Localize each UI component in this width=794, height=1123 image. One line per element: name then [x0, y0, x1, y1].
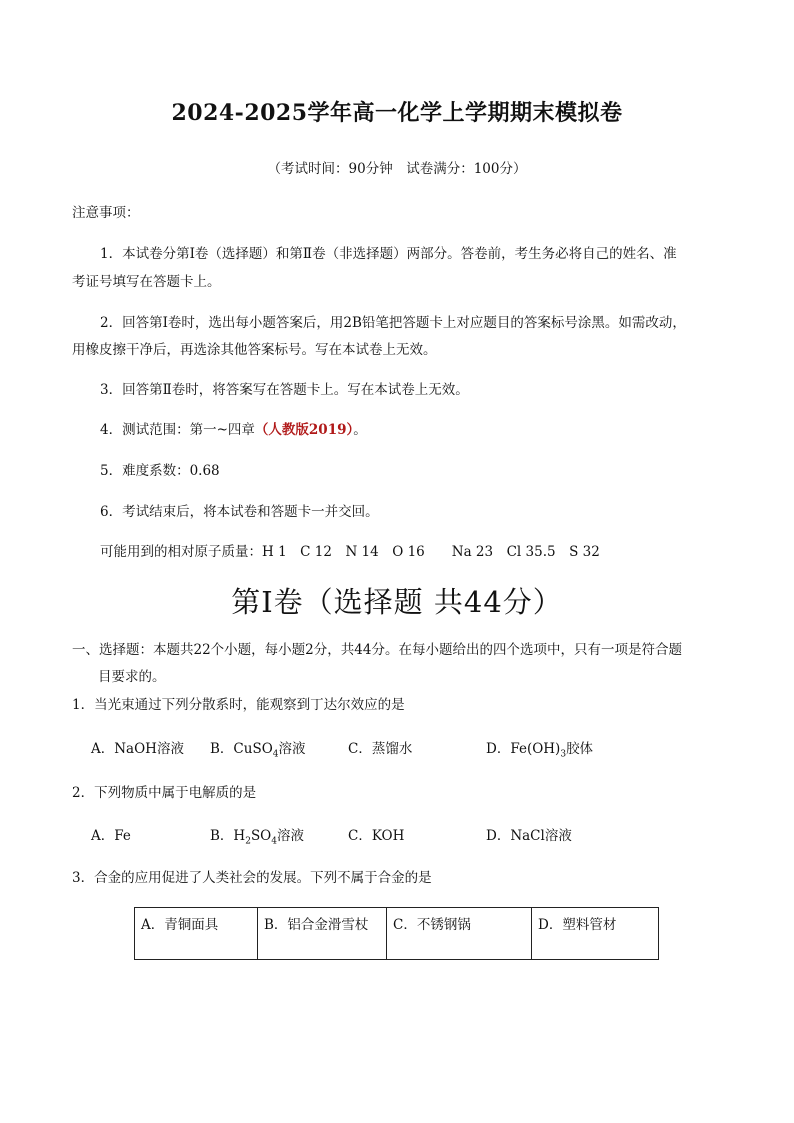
question-2-option-c: C．KOH: [348, 828, 405, 844]
question-1-option-d: [486, 737, 593, 760]
option-d-suffix: 胶体: [566, 741, 594, 757]
option-d-formula: D．Fe(OH): [486, 741, 561, 757]
table-row: [135, 908, 659, 960]
question-1-option-a: A．NaOH溶液: [91, 741, 184, 757]
subscript: 4: [271, 836, 277, 847]
option-b-formula: B．CuSO: [210, 741, 273, 757]
note-2-line-2: 用橡皮擦干净后，再选涂其他答案标号。写在本试卷上无效。: [72, 342, 437, 358]
note-1-line-1: 1．本试卷分第Ⅰ卷（选择题）和第Ⅱ卷（非选择题）两部分。答卷前，考生务必将自己的姓名、准: [100, 246, 677, 262]
subscript: 3: [560, 749, 567, 760]
option-b-suffix: 溶液: [278, 741, 306, 757]
question-2-option-d: D．NaCl溶液: [486, 828, 572, 844]
question-2-option-a: A．Fe: [91, 828, 131, 844]
question-1-stem: 1．当光束通过下列分散系时，能观察到丁达尔效应的是: [72, 697, 405, 713]
note-4-text: 4．测试范围：第一~四章: [100, 422, 255, 438]
note-4-end: 。: [353, 422, 367, 438]
note-5: 5．难度系数：0.68: [100, 463, 220, 479]
section-title: 第Ⅰ卷（选择题 共44分）: [231, 585, 563, 619]
option-b-formula: B．H: [210, 828, 246, 844]
option-b-suffix: 溶液: [277, 828, 304, 844]
note-4-edition: （人教版2019）: [254, 422, 354, 438]
subscript: 2: [245, 836, 251, 847]
question-3-option-d: D．塑料管材: [532, 908, 659, 960]
question-2-stem: 2．下列物质中属于电解质的是: [72, 785, 257, 801]
atomic-masses: 可能用到的相对原子质量：H 1 C 12 N 14 O 16 Na 23 Cl 35.5 S 32: [100, 544, 600, 560]
exam-subtitle: （考试时间：90分钟 试卷满分：100分）: [267, 161, 527, 177]
exam-title: 2024-2025学年高一化学上学期期末模拟卷: [171, 100, 623, 126]
note-2-line-1: 2．回答第Ⅰ卷时，选出每小题答案后，用2B铅笔把答题卡上对应题目的答案标号涂黑。如需改动，: [100, 315, 686, 331]
question-3-stem: 3．合金的应用促进了人类社会的发展。下列不属于合金的是: [72, 870, 432, 886]
question-3-option-a: A．青铜面具: [135, 908, 258, 960]
note-6: 6．考试结束后，将本试卷和答题卡一并交回。: [100, 504, 379, 520]
question-1-option-c: C．蒸馏水: [348, 741, 413, 757]
question-2-option-b: [210, 824, 304, 847]
question-3-option-c: C．不锈钢锅: [387, 908, 532, 960]
note-1-line-2: 考证号填写在答题卡上。: [72, 274, 221, 290]
subscript: 4: [272, 749, 279, 760]
section-intro-line-1: 一、选择题：本题共22个小题，每小题2分，共44分。在每小题给出的四个选项中，只有一项是符合题: [72, 642, 682, 658]
notes-heading: 注意事项：: [72, 205, 140, 221]
question-3-option-b: B．铝合金滑雪杖: [258, 908, 387, 960]
question-3-options-table: [134, 907, 659, 960]
option-b-formula-mid: SO: [250, 828, 272, 844]
section-intro-line-2: 目要求的。: [98, 669, 166, 685]
note-4: [100, 418, 367, 438]
note-3: 3．回答第Ⅱ卷时，将答案写在答题卡上。写在本试卷上无效。: [100, 382, 469, 398]
question-1-option-b: [210, 737, 306, 760]
